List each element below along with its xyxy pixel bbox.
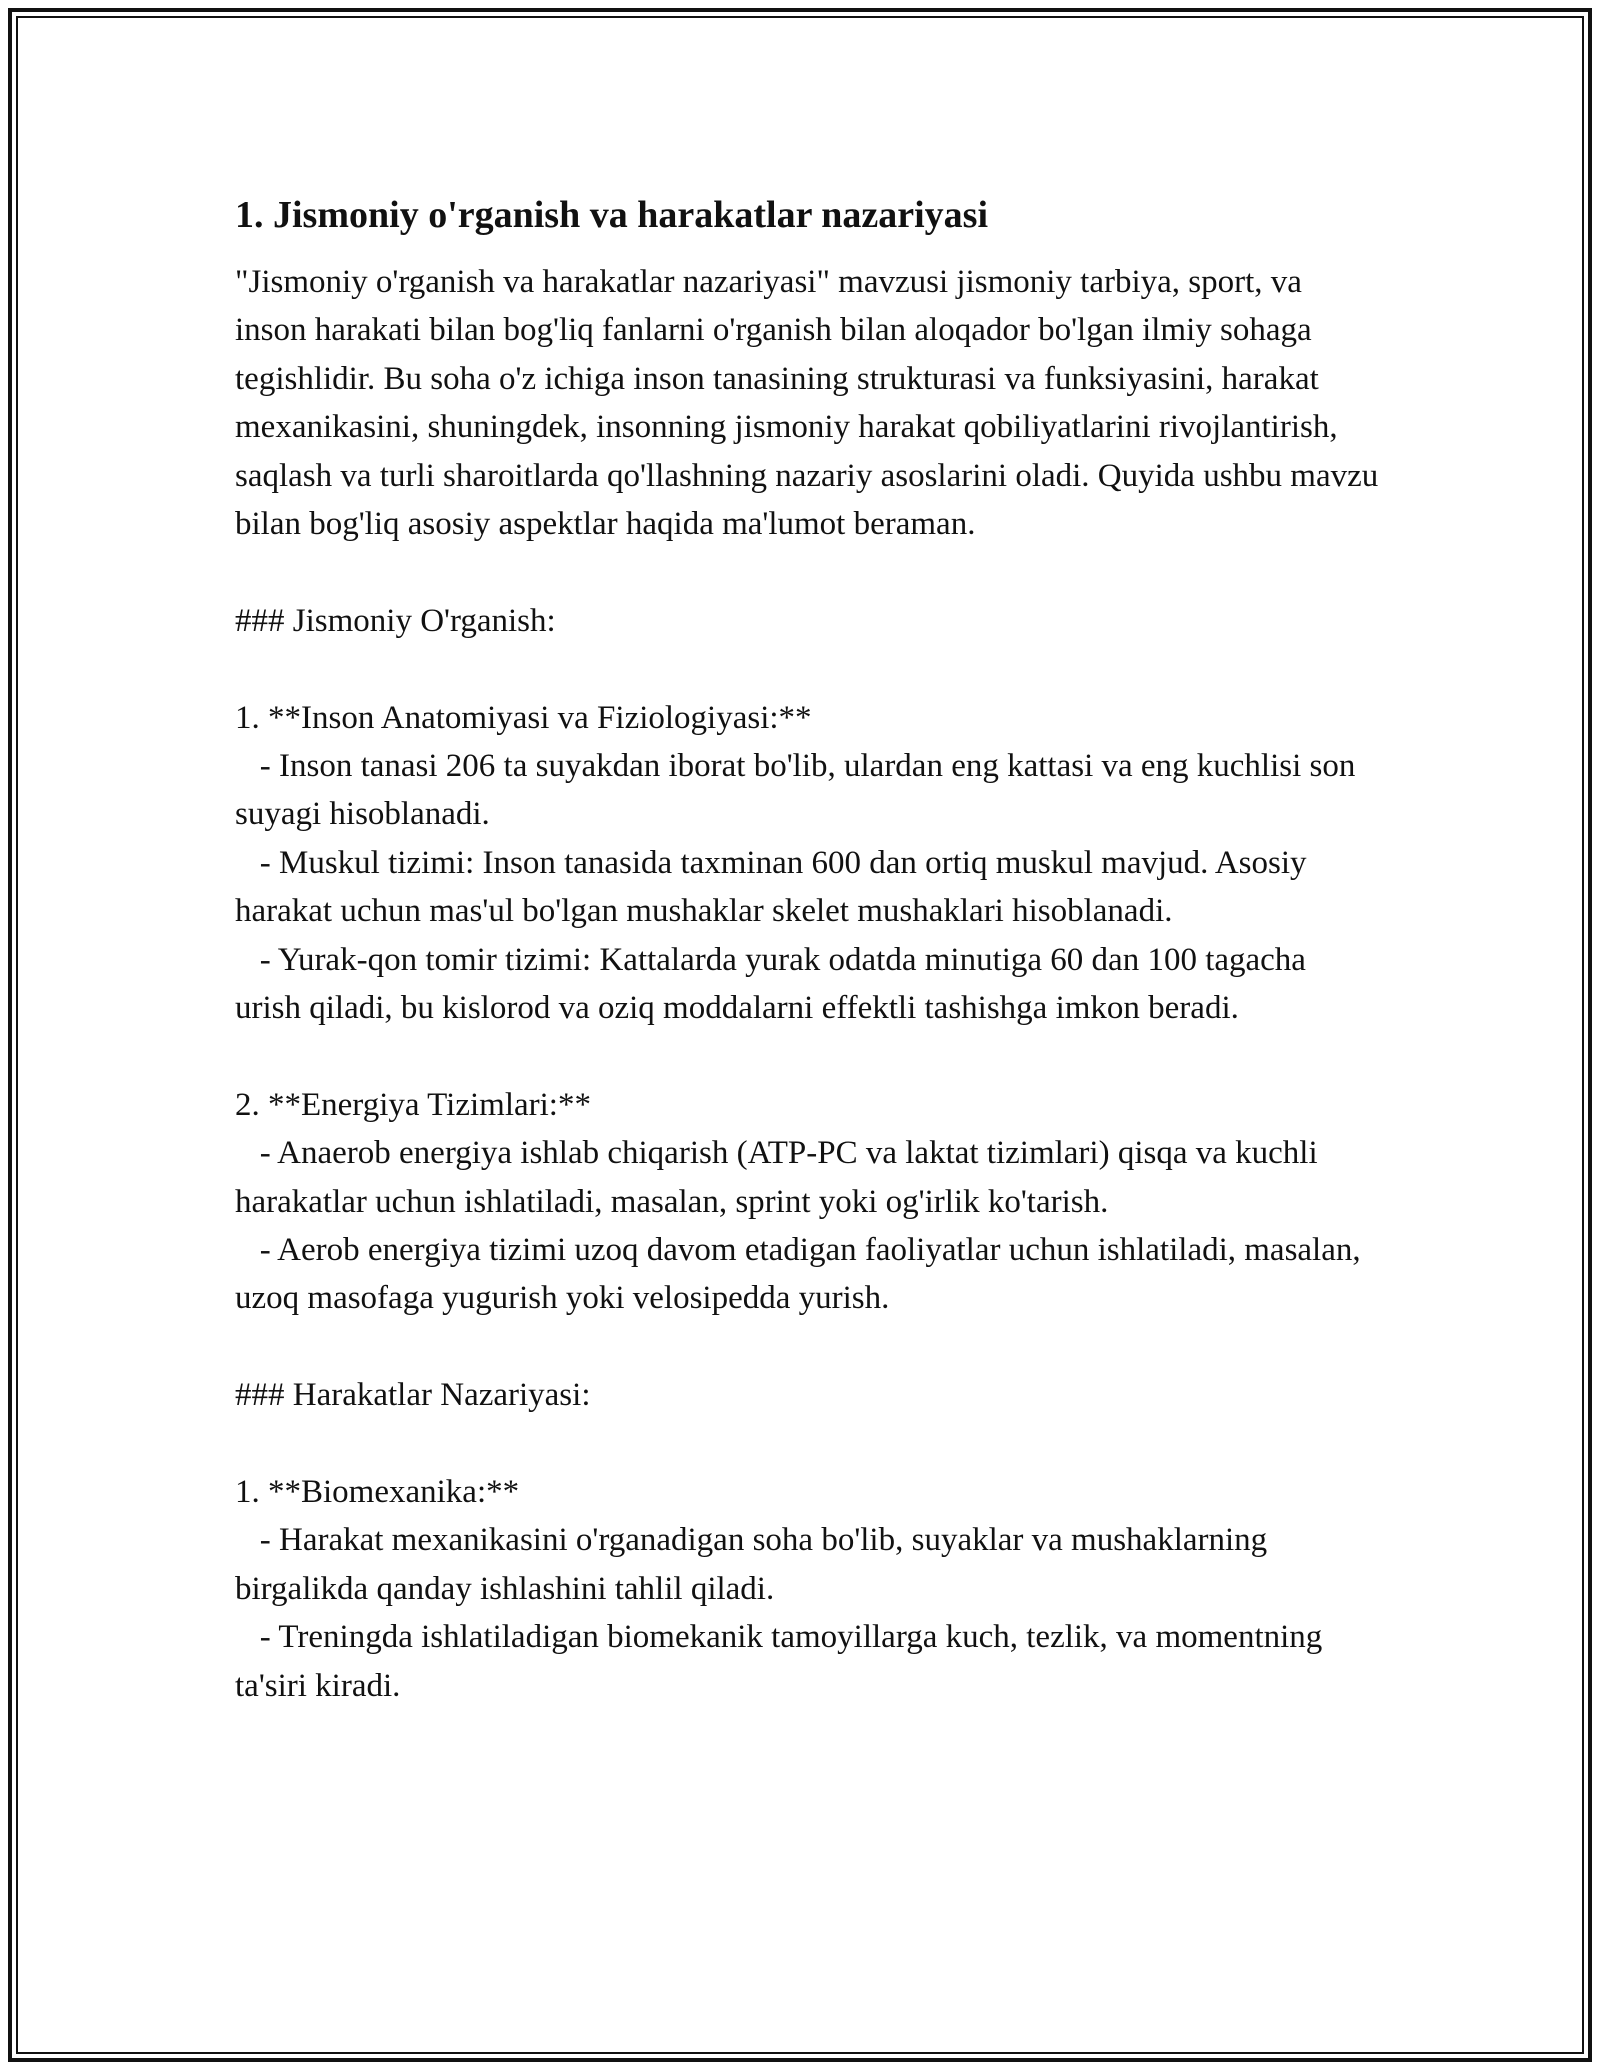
list-item-anatomiya: 1. **Inson Anatomiyasi va Fiziologiyasi:** - Inson tanasi 206 ta suyakdan iborat bo'lib, ulardan eng kattasi va eng kuchlisi son suyagi hisoblanadi. - Muskul tizimi: Inson tanasida taxminan 600 dan ortiq muskul mavjud. Asosiy harakat uchun mas'ul bo'lgan mushaklar skelet mushaklari hisoblanadi. - Yurak-qon tomir tizimi: Kattalarda yurak odatda minutiga 60 dan 100 tagacha urish qiladi, bu kislorod va oziq moddalarni effektli tashishga imkon beradi. <box>235 699 1356 1027</box>
document-body <box>235 180 1387 1710</box>
intro-paragraph: "Jismoniy o'rganish va harakatlar nazariyasi" mavzusi jismoniy tarbiya, sport, va inson harakati bilan bog'liq fanlarni o'rganish bilan aloqador bo'lgan ilmiy sohaga tegishlidir. Bu soha o'z ichiga inson tanasining strukturasi va funksiyasini, harakat mexanikasini, shuningdek, insonning jismoniy harakat qobiliyatlarini rivojlantirish, saqlash va turli sharoitlarda qo'llashning nazariy asoslarini oladi. Quyida ushbu mavzu bilan bog'liq asosiy aspektlar haqida ma'lumot beraman. <box>235 264 1387 543</box>
document-title: 1. Jismoniy o'rganish va harakatlar nazariyasi <box>235 194 989 236</box>
list-item-energiya: 2. **Energiya Tizimlari:** - Anaerob energiya ishlab chiqarish (ATP-PC va laktat tizimlari) qisqa va kuchli harakatlar uchun ishlatiladi, masalan, sprint yoki og'irlik ko'tarish. - Aerob energiya tizimi uzoq davom etadigan faoliyatlar uchun ishlatiladi, masalan, uzoq masofaga yugurish yoki velosipedda yurish. <box>235 1086 1361 1317</box>
list-item-biomexanika: 1. **Biomexanika:** - Harakat mexanikasini o'rganadigan soha bo'lib, suyaklar va mushaklarning birgalikda qanday ishlashini tahlil qiladi. - Treningda ishlatiladigan biomekanik tamoyillarga kuch, tezlik, va momentning ta'siri kiradi. <box>235 1474 1323 1704</box>
paragraph-gap <box>235 548 1380 596</box>
section-heading-harakatlar: ### Harakatlar Nazariyasi: <box>235 1377 591 1414</box>
paragraph-gap <box>235 645 1380 693</box>
section-heading-jismoniy: ### Jismoniy O'rganish: <box>235 602 556 639</box>
paragraph-gap <box>235 1420 1380 1468</box>
paragraph-gap <box>235 1323 1380 1371</box>
paragraph-gap <box>235 1032 1380 1080</box>
